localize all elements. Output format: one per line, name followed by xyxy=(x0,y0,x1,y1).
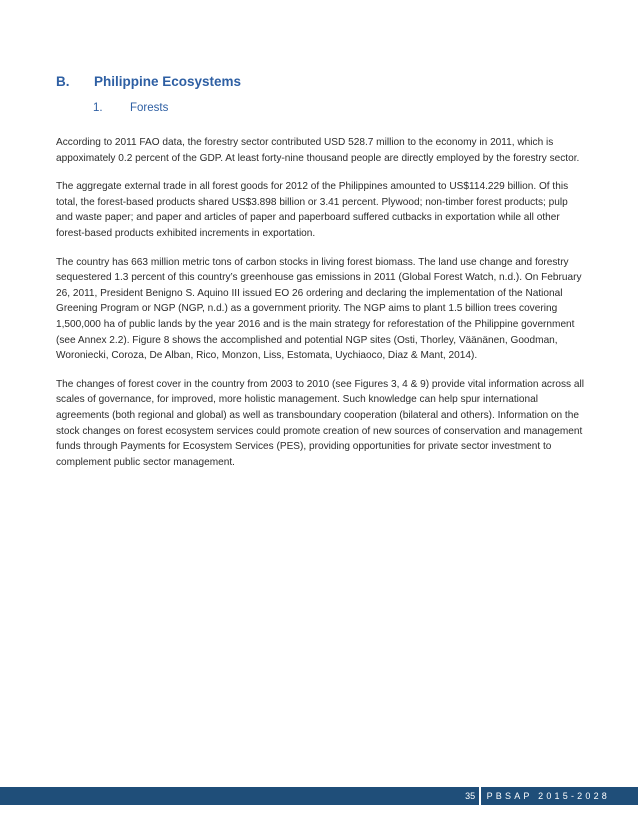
subsection-number: 1. xyxy=(93,102,103,114)
paragraph-carbon-stocks: The country has 663 million metric tons of carbon stocks in living forest biomass. The land use change and forestry sequestered 1.3 percent of this country’s greenhouse gas emissions in 2011 (Global Forest Watch, n.d.). On February 26, 2011, President Benigno S. Aquino III issued EO 26 ordering and declaring the implementation of the National Greening Program or NGP (NGP, n.d.) as a government priority. The NGP aims to plant 1.5 billion trees covering 1,500,000 ha of public lands by the year 2016 and is the main strategy for reforestation of the Philippine government (see Annex 2.2). Figure 8 shows the accomplished and potential NGP sites (Osti, Thorley, Väänänen, Goodman, Woroniecki, Coroza, De Alban, Rico, Monzon, Liss, Estomata, Uychiaoco, Diaz & Mant, 2014). xyxy=(56,256,582,362)
subsection-heading xyxy=(93,102,168,114)
footer-document-title: PBSAP 2015-2028 xyxy=(486,791,610,801)
paragraph-fao-data: According to 2011 FAO data, the forestry sector contributed USD 528.7 million to the economy in 2011, which is appoximately 0.2 percent of the GDP. At least forty-nine thousand people are directly employed by the forestry sector. xyxy=(56,137,580,164)
subsection-title: Forests xyxy=(130,102,169,114)
page-number: 35 xyxy=(465,791,476,801)
section-title: Philippine Ecosystems xyxy=(94,74,242,89)
paragraph-forest-cover-changes: The changes of forest cover in the country from 2003 to 2010 (see Figures 3, 4 & 9) provide vital information across all scales of governance, for improved, more holistic management. Such knowledge can help spur international agreements (both regional and global) as well as transboundary cooperation (bilateral and others). Information on the stock changes on forest ecosystem services could promote creation of new sources of conservation and management funds through Payments for Ecosystem Services (PES), providing opportunities for private sector investment to complement public sector management. xyxy=(56,378,584,468)
footer-bar xyxy=(0,787,638,805)
body-text xyxy=(56,135,586,483)
paragraph-external-trade: The aggregate external trade in all forest goods for 2012 of the Philippines amounted to US$114.229 billion. Of this total, the forest-based products shared US$3.898 billion or 3.41 percent. Plywood; non-timber forest products; pulp and waste paper; and paper and articles of paper and paperboard suffered cutbacks in exportation while all other forest-based products exhibited increments in exportation. xyxy=(56,181,569,239)
section-letter: B. xyxy=(56,74,70,89)
footer-divider xyxy=(479,787,481,805)
footer-content xyxy=(465,787,610,805)
section-heading xyxy=(56,74,241,89)
